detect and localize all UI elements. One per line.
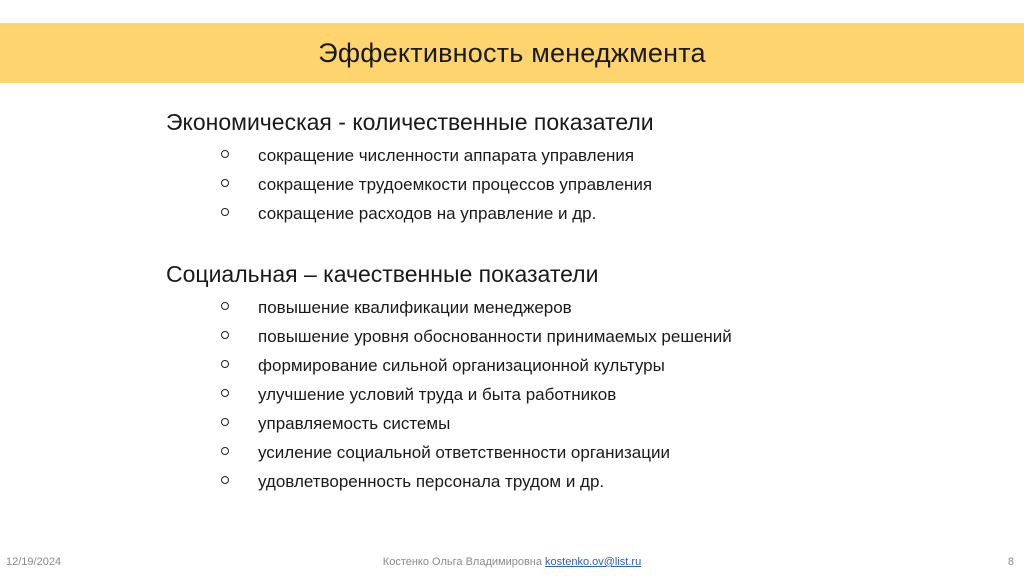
list-item [166, 409, 732, 438]
circle-bullet-icon [221, 389, 229, 397]
list-item [166, 322, 732, 351]
footer-email-link[interactable]: kostenko.ov@list.ru [545, 556, 642, 568]
list-item-text: повышение квалификации менеджеров [258, 298, 572, 317]
footer-author: Костенко Ольга Владимировна [382, 556, 542, 568]
section-heading: Социальная – качественные показатели [166, 261, 599, 287]
circle-bullet-icon [221, 360, 229, 368]
bullet-list [166, 141, 654, 228]
list-item [166, 467, 732, 496]
footer-date: 12/19/2024 [6, 556, 62, 568]
circle-bullet-icon [221, 447, 229, 455]
list-item [166, 170, 654, 199]
section-social [166, 258, 732, 496]
list-item-text: удовлетворенность персонала трудом и др. [258, 472, 605, 491]
list-item-text: сокращение расходов на управление и др. [258, 204, 597, 223]
circle-bullet-icon [221, 208, 229, 216]
list-item [166, 293, 732, 322]
list-item-text: повышение уровня обоснованности принимаемых решений [258, 327, 732, 346]
bullet-list [166, 293, 732, 496]
list-item [166, 351, 732, 380]
list-item-text: сокращение трудоемкости процессов управления [258, 175, 653, 194]
circle-bullet-icon [221, 331, 229, 339]
circle-bullet-icon [221, 179, 229, 187]
circle-bullet-icon [221, 476, 229, 484]
list-item-text: улучшение условий труда и быта работников [258, 385, 617, 404]
list-item-text: управляемость системы [258, 414, 451, 433]
title-bar [0, 23, 1024, 83]
section-heading: Экономическая - количественные показатели [166, 109, 654, 135]
circle-bullet-icon [221, 302, 229, 310]
list-item-text: усиление социальной ответственности организации [258, 443, 670, 462]
list-item [166, 438, 732, 467]
circle-bullet-icon [221, 150, 229, 158]
footer-author-line [0, 555, 1024, 569]
list-item-text: сокращение численности аппарата управления [258, 146, 635, 165]
slide-title: Эффективность менеджмента [318, 37, 706, 68]
circle-bullet-icon [221, 418, 229, 426]
footer-page-number: 8 [1007, 556, 1014, 568]
section-economic [166, 106, 654, 228]
list-item [166, 199, 654, 228]
list-item [166, 141, 654, 170]
list-item-text: формирование сильной организационной культуры [258, 356, 665, 375]
list-item [166, 380, 732, 409]
